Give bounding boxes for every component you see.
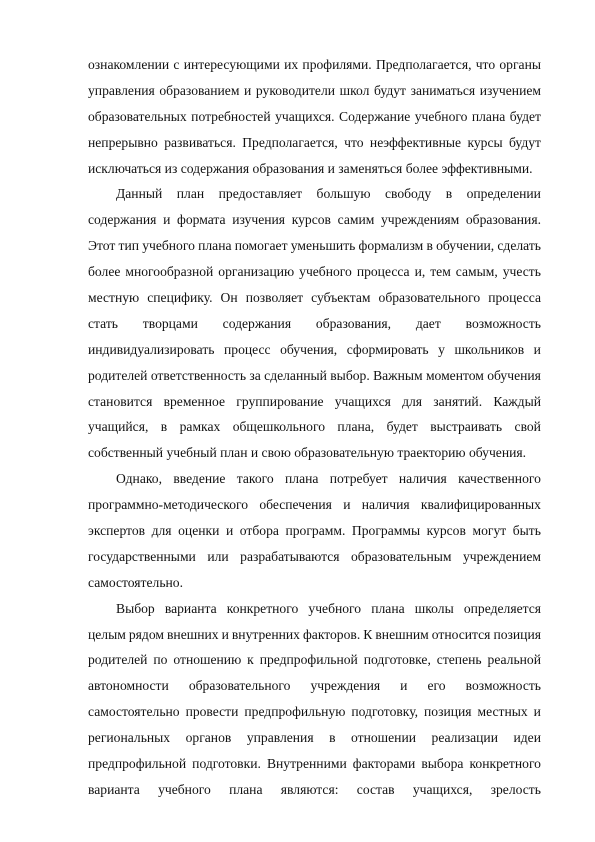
- word: и,: [414, 264, 426, 280]
- word: моментом: [425, 367, 484, 383]
- word: в: [329, 730, 336, 746]
- word: являются:: [280, 781, 339, 797]
- word: и: [400, 678, 408, 694]
- word: варианта: [88, 781, 140, 797]
- word: предпрофильной: [259, 652, 358, 668]
- word: индивидуализировать: [88, 341, 215, 357]
- word: рамках: [179, 419, 221, 435]
- word: внешним: [375, 626, 429, 642]
- word: его: [427, 678, 446, 694]
- word: и: [244, 82, 252, 98]
- word: учебного: [158, 781, 211, 797]
- word: что: [344, 134, 364, 150]
- text-line: [88, 414, 541, 440]
- word: местных: [477, 704, 528, 720]
- word: школ: [339, 82, 370, 98]
- word: курсов: [426, 523, 466, 539]
- word: отношению: [173, 652, 242, 668]
- word: внутренних: [231, 626, 300, 642]
- word: уменьшить: [290, 238, 356, 254]
- word: конкретного: [226, 600, 299, 616]
- word: стать: [88, 315, 118, 331]
- word: тем: [430, 264, 451, 280]
- text-line: [88, 337, 541, 363]
- word: творцами: [142, 315, 198, 331]
- word: развиваться.: [164, 134, 236, 150]
- word: программ.: [285, 523, 346, 539]
- word: многообразной: [125, 264, 214, 280]
- word: факторами: [352, 756, 416, 772]
- word: внешних: [167, 626, 219, 642]
- word: и: [221, 626, 229, 642]
- word: непрерывно: [88, 134, 158, 150]
- word: учреждением: [463, 548, 541, 564]
- word: Внутренними: [266, 756, 347, 772]
- word: целым: [88, 626, 126, 642]
- word: сделать: [497, 238, 541, 254]
- word: ответственность: [150, 367, 247, 383]
- word: будут: [374, 82, 406, 98]
- word: более: [88, 264, 121, 280]
- word: предоставляет: [218, 186, 303, 202]
- text-line: [88, 233, 541, 259]
- word: учебного: [299, 264, 352, 280]
- word: родителей: [88, 367, 148, 383]
- word: общешкольного: [232, 419, 325, 435]
- word: программно-методического: [88, 497, 249, 513]
- word: учебного: [142, 238, 195, 254]
- word: Он: [220, 290, 238, 306]
- word: в: [160, 419, 168, 435]
- word: формализм: [358, 238, 424, 254]
- word: реальной: [487, 652, 541, 668]
- word: тип: [118, 238, 139, 254]
- word: большую: [316, 186, 371, 202]
- word: для: [402, 393, 423, 409]
- word: автономности: [88, 678, 169, 694]
- word: варианта: [164, 600, 217, 616]
- word: возможность: [465, 315, 541, 331]
- text-line: самостоятельно.: [88, 574, 183, 590]
- text-line: [88, 363, 541, 389]
- word: Этот: [88, 238, 116, 254]
- word: плана: [371, 600, 405, 616]
- word: зрелость: [490, 781, 541, 797]
- word: процесс: [224, 341, 271, 357]
- word: с: [173, 57, 180, 72]
- text-line: [88, 389, 541, 415]
- text-line: [88, 492, 541, 518]
- word: провести: [185, 704, 239, 720]
- word: временное: [163, 393, 226, 409]
- word: план: [176, 186, 205, 202]
- word: потребует: [329, 471, 388, 487]
- word: курсов: [291, 212, 331, 228]
- word: степень: [436, 652, 482, 668]
- word: специфику.: [147, 290, 213, 306]
- word: возможность: [465, 678, 541, 694]
- word: органов: [185, 730, 232, 746]
- word: выбора: [421, 756, 464, 772]
- word: плана: [285, 471, 319, 487]
- word: в: [426, 238, 433, 254]
- word: управления: [88, 82, 155, 98]
- word: что: [475, 57, 496, 72]
- text-line: [88, 518, 541, 544]
- text-line: [88, 596, 541, 622]
- word: образовательного: [378, 290, 481, 306]
- word: рядом: [128, 626, 164, 642]
- word: предпрофильной: [88, 756, 187, 772]
- word: идеи: [513, 730, 541, 746]
- word: и: [343, 497, 351, 513]
- word: формата: [177, 212, 226, 228]
- word: введение: [173, 471, 226, 487]
- word: курсы: [467, 134, 503, 150]
- word: Данный: [116, 186, 163, 202]
- word: и: [225, 523, 234, 539]
- word: плана: [198, 238, 232, 254]
- word: неэффективные: [369, 134, 462, 150]
- word: отбора: [239, 523, 279, 539]
- word: учреждения: [310, 678, 381, 694]
- word: за: [249, 367, 261, 383]
- text-line: [88, 52, 541, 78]
- word: и: [533, 341, 541, 357]
- text-line: [88, 725, 541, 751]
- text-line: [88, 78, 541, 104]
- text-line: [88, 259, 541, 285]
- word: экспертов: [88, 523, 146, 539]
- word: такого: [236, 471, 274, 487]
- word: Содержание: [339, 108, 411, 124]
- word: могут: [472, 523, 507, 539]
- word: помогает: [234, 238, 288, 254]
- word: по: [153, 652, 168, 668]
- text-line: [88, 673, 541, 699]
- word: свой: [514, 419, 541, 435]
- word: выстраивать: [430, 419, 503, 435]
- text-line: [88, 544, 541, 570]
- word: учащийся,: [88, 419, 149, 435]
- word: их: [284, 57, 299, 72]
- text-line: [88, 647, 541, 673]
- word: школы: [414, 600, 454, 616]
- word: содержания: [222, 315, 292, 331]
- word: позиция: [424, 704, 472, 720]
- word: ознакомлении: [88, 57, 170, 72]
- text-line: [88, 751, 541, 777]
- text-line: [88, 104, 541, 130]
- word: государственными: [88, 548, 196, 564]
- text-line: [88, 466, 541, 492]
- word: учреждениям: [381, 212, 460, 228]
- word: профилями.: [302, 57, 372, 72]
- word: процесса: [488, 290, 541, 306]
- word: учебного: [414, 108, 468, 124]
- word: к: [247, 652, 254, 668]
- word: местную: [88, 290, 140, 306]
- word: Предполагается,: [242, 134, 338, 150]
- word: определяется: [463, 600, 541, 616]
- word: потребностей: [191, 108, 271, 124]
- word: плана,: [337, 419, 375, 435]
- word: Однако,: [116, 471, 162, 487]
- word: учащихся.: [275, 108, 335, 124]
- word: относится: [431, 626, 491, 642]
- word: субъектам: [311, 290, 371, 306]
- word: Программы: [351, 523, 421, 539]
- word: самым,: [455, 264, 498, 280]
- word: выбор.: [330, 367, 370, 383]
- word: изучением: [479, 82, 541, 98]
- word: позволяет: [245, 290, 304, 306]
- word: управления: [246, 730, 314, 746]
- word: обеспечения: [259, 497, 332, 513]
- word: наличия: [398, 471, 447, 487]
- word: подготовки.: [192, 756, 261, 772]
- text-line: [88, 181, 541, 207]
- word: разрабатываются: [240, 548, 340, 564]
- word: дает: [415, 315, 441, 331]
- word: учесть: [502, 264, 541, 280]
- word: обучения: [487, 367, 541, 383]
- word: региональных: [88, 730, 171, 746]
- word: самим: [337, 212, 375, 228]
- word: Предполагается,: [375, 57, 472, 72]
- text-line: [88, 777, 541, 803]
- word: квалифицированных: [420, 497, 541, 513]
- word: становится: [88, 393, 153, 409]
- word: органы: [499, 57, 541, 72]
- word: интересующими: [183, 57, 280, 72]
- word: группирование: [236, 393, 324, 409]
- word: родителей: [88, 652, 148, 668]
- text-line: [88, 311, 541, 337]
- word: учебного: [308, 600, 362, 616]
- word: организацию: [218, 264, 295, 280]
- word: образовательных: [88, 108, 187, 124]
- word: школьников: [454, 341, 525, 357]
- word: заниматься: [410, 82, 476, 98]
- word: образования.: [465, 212, 541, 228]
- text-line: [88, 285, 541, 311]
- text-line: [88, 130, 541, 156]
- word: обучении,: [436, 238, 495, 254]
- word: определении: [466, 186, 541, 202]
- word: сделанный: [264, 367, 327, 383]
- word: Каждый: [493, 393, 541, 409]
- word: будет: [509, 108, 541, 124]
- word: у: [438, 341, 445, 357]
- document-page: [88, 52, 541, 803]
- word: будут: [509, 134, 541, 150]
- text-line: [88, 207, 541, 233]
- word: или: [207, 548, 229, 564]
- word: свободу: [384, 186, 432, 202]
- word: образования,: [315, 315, 392, 331]
- word: процесса: [356, 264, 410, 280]
- word: отношении: [351, 730, 417, 746]
- word: подготовку,: [351, 704, 419, 720]
- word: факторов.: [302, 626, 361, 642]
- word: предпрофильную: [244, 704, 346, 720]
- word: быть: [512, 523, 541, 539]
- word: будет: [386, 419, 418, 435]
- word: в: [445, 186, 453, 202]
- word: качественного: [458, 471, 541, 487]
- word: плана: [229, 781, 263, 797]
- word: К: [363, 626, 373, 642]
- word: и: [163, 212, 171, 228]
- word: самостоятельно: [88, 704, 180, 720]
- word: Выбор: [116, 600, 155, 616]
- word: позиция: [493, 626, 541, 642]
- word: и: [533, 704, 541, 720]
- word: состав: [356, 781, 395, 797]
- word: занятий.: [433, 393, 483, 409]
- text-line: собственный учебный план и свою образовательную траекторию обучения.: [88, 445, 527, 461]
- word: наличия: [361, 497, 410, 513]
- word: изучения: [232, 212, 286, 228]
- text-line: [88, 622, 541, 648]
- text-line: исключаться из содержания образования и заменяться более эффективными.: [88, 160, 533, 176]
- word: реализации: [431, 730, 498, 746]
- text-line: [88, 699, 541, 725]
- word: руководители: [255, 82, 336, 98]
- word: учащихся,: [412, 781, 473, 797]
- word: оценки: [178, 523, 220, 539]
- word: образовательным: [350, 548, 452, 564]
- word: для: [151, 523, 172, 539]
- word: образовательного: [188, 678, 291, 694]
- word: Важным: [373, 367, 423, 383]
- word: содержания: [88, 212, 157, 228]
- word: подготовке,: [363, 652, 431, 668]
- word: обучения,: [280, 341, 338, 357]
- word: сформировать: [346, 341, 429, 357]
- word: конкретного: [469, 756, 541, 772]
- word: образованием: [159, 82, 240, 98]
- word: плана: [471, 108, 506, 124]
- word: учащихся: [334, 393, 391, 409]
